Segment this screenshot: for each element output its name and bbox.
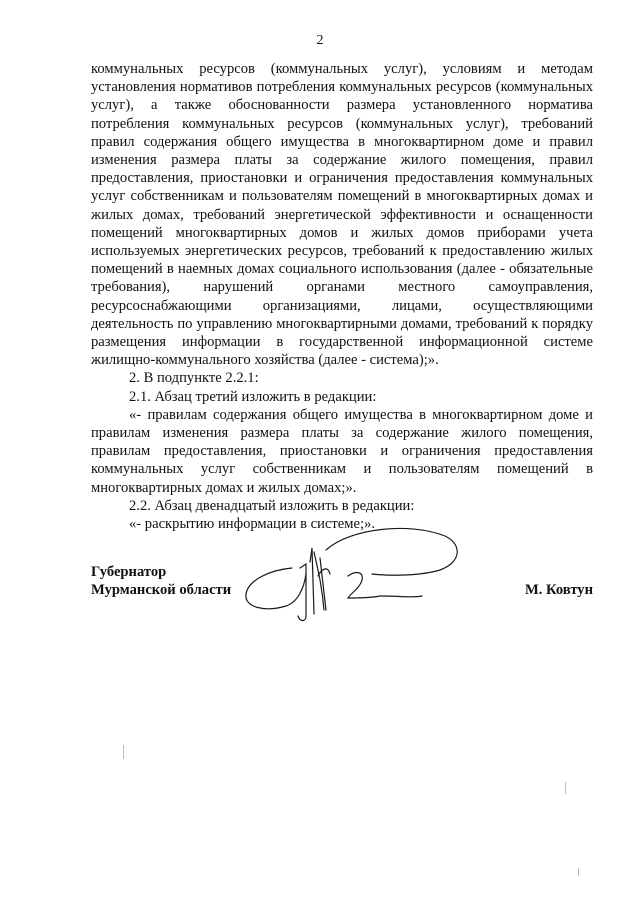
signer-title-line-2: Мурманской области <box>91 582 232 598</box>
handwritten-signature <box>240 518 470 623</box>
signer-title <box>91 563 231 599</box>
paragraph-item-2: 2. В подпункте 2.2.1: <box>129 370 259 387</box>
paragraph-item-2-2: 2.2. Абзац двенадцатый изложить в редакции: <box>129 497 415 514</box>
scan-speck <box>578 868 579 876</box>
page-number: 2 <box>316 33 324 48</box>
scan-speck <box>123 745 124 759</box>
paragraph-item-2-1: 2.1. Абзац третий изложить в редакции: <box>129 388 377 405</box>
paragraph-continuation: коммунальных ресурсов (коммунальных услуг), условиям и методам установления нормативов потребления коммунальных ресурсов (коммунальных услуг), а также обоснованности размера установленного норматива потребления коммунальных ресурсов (коммунальных услуг), требований правил содержания общего имущества в многоквартирном доме и правил изменения размера платы за содержание жилого помещения, правил предоставления, приостановки и ограничения предоставления коммунальных услуг собственникам и пользователям помещений в многоквартирных домах и жилых домах, требований энергетической эффективности и оснащенности помещений многоквартирных домов и жилых домов приборами учета используемых энергетических ресурсов, требований к предоставлению жилых помещений в наемных домах социального использования (далее - обязательные требования), нарушений органами местного самоуправления, ресурсоснабжающими организациями, лицами, осуществляющими деятельность по управлению многоквартирными домами, требований к порядку размещения информации в государственной информационной системе жилищно-коммунального хозяйства (далее - система);». <box>91 61 593 369</box>
signer-title-line-1: Губернатор <box>91 564 167 580</box>
paragraph-quote-2: «- раскрытию информации в системе;». <box>129 516 375 533</box>
paragraph-quote-1: «- правилам содержания общего имущества в многоквартирном доме и правилам изменения размера платы за содержание жилого помещения, правилам предоставления, приостановки и ограничения предоставления коммунальных услуг собственникам и пользователям помещений в многоквартирных домах и жилых домах;». <box>91 406 593 496</box>
scan-speck <box>565 782 566 794</box>
document-body <box>91 60 593 533</box>
signer-name: М. Ковтун <box>524 582 593 598</box>
